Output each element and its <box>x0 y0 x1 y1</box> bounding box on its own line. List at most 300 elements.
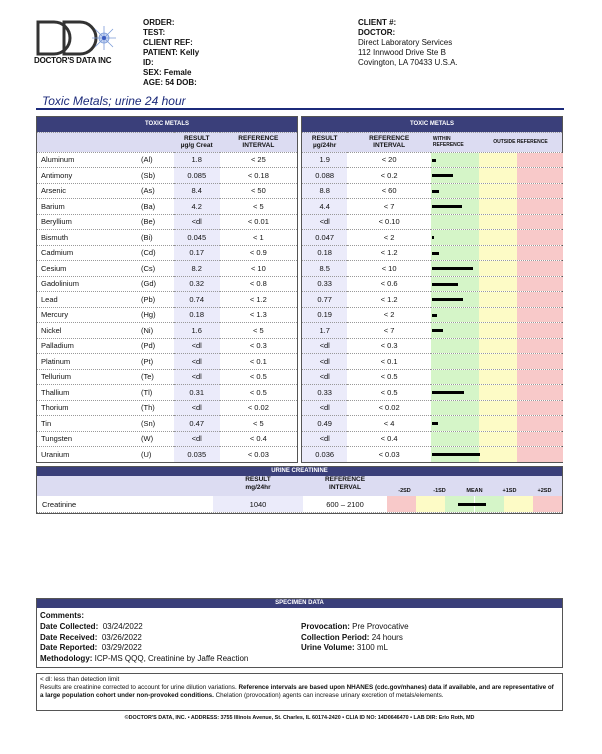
lab-address-2: Covington, LA 70433 U.S.A. <box>358 58 458 67</box>
within-text: WITHIN <box>432 136 451 142</box>
outside-zone <box>517 168 563 183</box>
metal-name: Gadolinium <box>41 279 79 289</box>
metal-row-24hr <box>302 416 563 432</box>
metal-name: Arsenic <box>41 186 67 196</box>
sd-label: MEAN <box>466 487 483 494</box>
sd-label: +1SD <box>502 487 517 494</box>
metal-symbol: (Ni) <box>141 325 154 335</box>
result-header-text: RESULT <box>245 476 271 483</box>
metal-row-creat <box>37 338 298 354</box>
date-collected-label: Date Collected: <box>40 622 99 631</box>
metal-reference-creat: < 0.18 <box>220 168 298 184</box>
metal-name-cell <box>37 354 174 370</box>
metal-name-cell <box>37 168 174 184</box>
sd-label: -1SD <box>433 487 446 494</box>
sd-label: -2SD <box>398 487 411 494</box>
reference-header-right <box>347 132 431 152</box>
detection-limit-note: < dl: less than detection limit <box>40 676 120 683</box>
interval-header-text: INTERVAL <box>329 483 361 491</box>
order-label: ORDER: <box>143 18 175 27</box>
caution-zone <box>479 199 517 214</box>
metal-name-cell <box>37 369 174 385</box>
sd-scale-header <box>387 476 562 496</box>
outside-zone <box>517 215 563 230</box>
id-label: ID: <box>143 58 154 67</box>
metal-reference-creat: < 1 <box>220 230 298 246</box>
result-bar <box>432 236 434 239</box>
caution-zone <box>479 401 517 416</box>
metal-result-24hr: 0.18 <box>302 245 348 261</box>
sd-zone <box>533 496 562 512</box>
caution-zone <box>479 261 517 276</box>
metal-result-24hr: 0.19 <box>302 307 348 323</box>
creatinine-name: Creatinine <box>42 500 77 509</box>
metal-reference-24hr: < 4 <box>347 416 431 432</box>
metal-name: Thallium <box>41 387 70 397</box>
metal-row-24hr <box>302 400 563 416</box>
metal-row-24hr <box>302 354 563 370</box>
metal-name: Aluminum <box>41 155 75 165</box>
sd-zone <box>387 496 416 512</box>
metal-name-cell <box>37 276 174 292</box>
metal-reference-creat: < 0.01 <box>220 214 298 230</box>
outside-zone <box>517 323 563 338</box>
notes-text <box>40 684 559 700</box>
metal-range-graph <box>431 354 563 370</box>
metal-row-24hr <box>302 152 563 168</box>
metal-row-creat <box>37 323 298 339</box>
within-zone <box>431 416 479 431</box>
metal-range-graph <box>431 385 563 401</box>
result-header-right <box>302 132 348 152</box>
metal-name: Tellurium <box>41 372 72 382</box>
creatinine-sd-graph <box>387 496 562 512</box>
metal-name: Barium <box>41 201 65 211</box>
metal-result-24hr: 0.036 <box>302 447 348 463</box>
result-unit-text: mg/24hr <box>245 483 271 491</box>
metal-reference-24hr: < 60 <box>347 183 431 199</box>
metal-symbol: (Sn) <box>141 418 156 428</box>
metal-symbol: (Ba) <box>141 201 156 211</box>
metal-reference-24hr: < 0.2 <box>347 168 431 184</box>
metal-row-24hr <box>302 245 563 261</box>
metal-row-creat <box>37 354 298 370</box>
metal-range-graph <box>431 323 563 339</box>
caution-zone <box>479 339 517 354</box>
within-zone <box>431 153 479 168</box>
metal-symbol: (Hg) <box>141 310 156 320</box>
date-collected-value: 03/24/2022 <box>102 622 143 631</box>
metal-symbol: (W) <box>141 434 154 444</box>
result-bar <box>432 422 438 425</box>
client-number-label: CLIENT #: <box>358 18 397 27</box>
footer: ©DOCTOR'S DATA, INC. • ADDRESS: 3755 Illinois Avenue, St. Charles, IL 60174-2420 • CLIA ID NO: 14D0646470 • LAB DIR: Erlo Roth, MD <box>124 715 475 721</box>
metal-result-creat: 0.035 <box>174 447 220 463</box>
metal-result-creat: <dl <box>174 369 220 385</box>
caution-zone <box>479 323 517 338</box>
metal-reference-creat: < 0.9 <box>220 245 298 261</box>
metal-reference-24hr: < 0.6 <box>347 276 431 292</box>
metal-name: Lead <box>41 294 58 304</box>
client-info <box>358 18 458 68</box>
creatinine-result-bar <box>458 503 486 506</box>
metal-reference-24hr: < 10 <box>347 261 431 277</box>
metal-result-24hr: 1.7 <box>302 323 348 339</box>
metal-row-creat <box>37 261 298 277</box>
metal-reference-24hr: < 1.2 <box>347 245 431 261</box>
metal-range-graph <box>431 261 563 277</box>
metal-symbol: (Bi) <box>141 232 153 242</box>
metal-name-cell <box>37 245 174 261</box>
caution-zone <box>479 308 517 323</box>
date-reported-value: 03/29/2022 <box>101 643 142 652</box>
metal-row-creat <box>37 400 298 416</box>
metal-row-creat <box>37 385 298 401</box>
metal-row-24hr <box>302 385 563 401</box>
caution-zone <box>479 354 517 369</box>
outside-zone <box>517 401 563 416</box>
metal-result-creat: 0.47 <box>174 416 220 432</box>
metal-name: Beryllium <box>41 217 72 227</box>
within-zone <box>431 354 479 369</box>
sd-label: +2SD <box>537 487 552 494</box>
notes-text-2: Reference intervals are based upon NHANES (cdc.gov/nhanes) data if available, and are representative of a large population cohort under non-provoked conditions. <box>40 684 554 699</box>
collection-period-value: 24 hours <box>371 632 403 642</box>
metal-name-cell <box>37 338 174 354</box>
outside-zone <box>517 447 563 462</box>
metal-range-graph <box>431 416 563 432</box>
metal-row-creat <box>37 369 298 385</box>
range-header <box>431 132 563 152</box>
caution-zone <box>479 230 517 245</box>
result-header-left <box>174 132 220 152</box>
client-ref-label: CLIENT REF: <box>143 38 193 47</box>
result-bar <box>432 174 453 177</box>
caution-zone <box>479 153 517 168</box>
sd-zone <box>416 496 445 512</box>
metal-reference-creat: < 0.8 <box>220 276 298 292</box>
section-title: Toxic Metals; urine 24 hour <box>42 94 186 108</box>
metal-symbol: (U) <box>141 449 152 459</box>
metal-name: Nickel <box>41 325 62 335</box>
metal-range-graph <box>431 307 563 323</box>
outside-zone <box>517 370 563 385</box>
metal-name-cell <box>37 323 174 339</box>
metal-reference-24hr: < 7 <box>347 199 431 215</box>
metal-reference-24hr: < 7 <box>347 323 431 339</box>
result-bar <box>432 283 458 286</box>
outside-zone <box>517 385 563 400</box>
metal-result-creat: <dl <box>174 431 220 447</box>
metal-row-24hr <box>302 447 563 463</box>
collection-block <box>301 622 409 654</box>
sd-zone <box>504 496 533 512</box>
metal-result-creat: 0.74 <box>174 292 220 308</box>
metal-result-creat: <dl <box>174 338 220 354</box>
metal-range-graph <box>431 292 563 308</box>
logo-text: DOCTOR'S DATA INC <box>34 56 112 65</box>
metal-result-24hr: 0.088 <box>302 168 348 184</box>
metal-reference-24hr: < 0.10 <box>347 214 431 230</box>
creatinine-result: 1040 <box>213 496 303 512</box>
within-zone <box>431 230 479 245</box>
metal-name-cell <box>37 385 174 401</box>
reference-header-text: REFERENCE <box>369 134 410 142</box>
methodology-value: ICP-MS QQQ, Creatinine by Jaffe Reaction <box>94 653 249 663</box>
metal-result-creat: 1.6 <box>174 323 220 339</box>
creatinine-reference: 600 – 2100 <box>326 500 364 509</box>
metal-row-creat <box>37 152 298 168</box>
metal-row-24hr <box>302 230 563 246</box>
metal-result-creat: <dl <box>174 354 220 370</box>
test-label: TEST: <box>143 28 166 37</box>
metal-reference-24hr: < 0.3 <box>347 338 431 354</box>
metal-name-cell <box>37 307 174 323</box>
toxic-metals-creat-table <box>36 116 298 463</box>
metal-range-graph <box>431 447 563 463</box>
metal-row-creat <box>37 183 298 199</box>
sex-label: SEX: Female <box>143 68 192 77</box>
metal-row-24hr <box>302 338 563 354</box>
lab-address-1: 112 Innwood Drive Ste B <box>358 48 446 57</box>
outside-zone <box>517 230 563 245</box>
caution-zone <box>479 168 517 183</box>
metal-result-24hr: <dl <box>302 354 348 370</box>
notes-text-1: Results are creatinine corrected to account for urine dilution variations. <box>40 684 237 691</box>
doctors-data-logo <box>34 16 126 68</box>
metal-result-creat: 0.17 <box>174 245 220 261</box>
metal-result-creat: <dl <box>174 214 220 230</box>
metal-range-graph <box>431 152 563 168</box>
caution-zone <box>479 277 517 292</box>
metal-range-graph <box>431 183 563 199</box>
metal-result-creat: 0.32 <box>174 276 220 292</box>
metal-name: Bismuth <box>41 232 69 242</box>
metal-symbol: (Cd) <box>141 248 156 258</box>
within-zone <box>431 370 479 385</box>
metal-reference-creat: < 10 <box>220 261 298 277</box>
metal-range-graph <box>431 168 563 184</box>
caution-zone <box>479 370 517 385</box>
within-zone <box>431 401 479 416</box>
metal-result-24hr: 0.33 <box>302 385 348 401</box>
metal-name: Cesium <box>41 263 67 273</box>
within-zone <box>431 308 479 323</box>
metal-name-cell <box>37 183 174 199</box>
metal-reference-24hr: < 2 <box>347 307 431 323</box>
metal-reference-24hr: < 0.1 <box>347 354 431 370</box>
metal-reference-24hr: < 0.03 <box>347 447 431 463</box>
metal-reference-creat: < 0.3 <box>220 338 298 354</box>
metal-range-graph <box>431 338 563 354</box>
caution-zone <box>479 246 517 261</box>
date-received-row <box>40 633 248 644</box>
toxic-metals-24hr-table <box>301 116 563 463</box>
methodology-label: Methodology: <box>40 653 93 663</box>
metal-name: Cadmium <box>41 248 74 258</box>
metal-result-24hr: 0.047 <box>302 230 348 246</box>
metal-range-graph <box>431 369 563 385</box>
metal-reference-creat: < 5 <box>220 323 298 339</box>
metal-name-cell <box>37 152 174 168</box>
specimen-band: SPECIMEN DATA <box>37 599 562 608</box>
metal-symbol: (Gd) <box>141 279 156 289</box>
result-bar <box>432 159 436 162</box>
within-zone <box>431 339 479 354</box>
provocation-label: Provocation: <box>301 622 350 631</box>
metal-name: Palladium <box>41 341 74 351</box>
metal-name: Tungsten <box>41 434 72 444</box>
metal-reference-creat: < 1.3 <box>220 307 298 323</box>
metal-name-cell <box>37 230 174 246</box>
metal-range-graph <box>431 245 563 261</box>
caution-zone <box>479 292 517 307</box>
metal-row-creat <box>37 230 298 246</box>
metal-name-cell <box>37 431 174 447</box>
metal-name: Thorium <box>41 403 69 413</box>
result-bar <box>432 391 464 394</box>
metal-result-24hr: <dl <box>302 214 348 230</box>
metal-result-24hr: <dl <box>302 431 348 447</box>
metal-reference-24hr: < 2 <box>347 230 431 246</box>
metal-row-creat <box>37 168 298 184</box>
metal-result-creat: 4.2 <box>174 199 220 215</box>
metal-row-24hr <box>302 214 563 230</box>
order-info <box>143 18 199 88</box>
result-bar <box>432 314 437 317</box>
metal-row-creat <box>37 307 298 323</box>
metal-name: Uranium <box>41 449 70 459</box>
metal-name: Mercury <box>41 310 69 320</box>
metal-reference-creat: < 0.02 <box>220 400 298 416</box>
result-unit-text: µg/24hr <box>313 142 337 149</box>
notes-panel <box>36 673 563 711</box>
blank-header <box>37 132 174 152</box>
metal-reference-creat: < 0.03 <box>220 447 298 463</box>
interval-header-text: INTERVAL <box>373 142 406 149</box>
metal-result-24hr: 8.8 <box>302 183 348 199</box>
metal-range-graph <box>431 214 563 230</box>
metal-result-24hr: 0.49 <box>302 416 348 432</box>
metal-reference-24hr: < 20 <box>347 152 431 168</box>
metal-row-creat <box>37 416 298 432</box>
result-header-text: RESULT <box>311 134 338 142</box>
metal-row-creat <box>37 292 298 308</box>
metal-result-creat: 8.4 <box>174 183 220 199</box>
caution-zone <box>479 385 517 400</box>
metal-row-creat <box>37 245 298 261</box>
metal-symbol: (Cs) <box>141 263 156 273</box>
metal-symbol: (Th) <box>141 403 155 413</box>
metal-result-creat: 8.2 <box>174 261 220 277</box>
metal-reference-24hr: < 0.4 <box>347 431 431 447</box>
metal-result-creat: 0.31 <box>174 385 220 401</box>
result-bar <box>432 252 439 255</box>
interval-header-text: INTERVAL <box>242 142 275 149</box>
metal-row-creat <box>37 431 298 447</box>
caution-zone <box>479 432 517 447</box>
metal-symbol: (Al) <box>141 155 153 165</box>
outside-header: OUTSIDE REFERENCE <box>493 139 548 145</box>
metal-symbol: (As) <box>141 186 155 196</box>
reference-header-text: REFERENCE <box>324 476 366 483</box>
collection-period-row <box>301 633 409 644</box>
metal-result-24hr: 4.4 <box>302 199 348 215</box>
metal-range-graph <box>431 199 563 215</box>
specimen-panel <box>36 598 563 668</box>
metal-reference-creat: < 25 <box>220 152 298 168</box>
within-zone <box>431 215 479 230</box>
urine-volume-row <box>301 643 409 654</box>
result-header-text: RESULT <box>183 134 210 142</box>
toxic-metals-band-right: TOXIC METALS <box>302 117 563 133</box>
metal-name-cell <box>37 400 174 416</box>
provocation-row <box>301 622 409 633</box>
reference-header-text: REFERENCE <box>238 134 279 142</box>
lab-name: Direct Laboratory Services <box>358 38 453 47</box>
outside-zone <box>517 308 563 323</box>
metal-symbol: (Sb) <box>141 170 156 180</box>
metal-reference-creat: < 1.2 <box>220 292 298 308</box>
metal-name-cell <box>37 416 174 432</box>
patient-label: PATIENT: Kelly <box>143 48 200 57</box>
caution-zone <box>479 416 517 431</box>
metal-name-cell <box>37 261 174 277</box>
metal-reference-creat: < 5 <box>220 199 298 215</box>
result-unit-text: µg/g Creat <box>180 142 213 149</box>
reference-header-left <box>220 132 298 152</box>
metal-result-creat: 0.085 <box>174 168 220 184</box>
result-bar <box>432 453 480 456</box>
metal-range-graph <box>431 400 563 416</box>
result-bar <box>432 205 462 208</box>
metal-symbol: (Pb) <box>141 294 156 304</box>
metal-symbol: (Tl) <box>141 387 153 397</box>
metal-row-creat <box>37 447 298 463</box>
caution-zone <box>479 215 517 230</box>
metal-result-24hr: 1.9 <box>302 152 348 168</box>
within-reference-text: REFERENCE <box>432 142 464 148</box>
outside-zone <box>517 153 563 168</box>
metal-name-cell <box>37 214 174 230</box>
metal-result-creat: <dl <box>174 400 220 416</box>
creatinine-result-header <box>213 476 303 496</box>
metal-row-creat <box>37 214 298 230</box>
metal-row-24hr <box>302 307 563 323</box>
outside-zone <box>517 277 563 292</box>
metal-name: Antimony <box>41 170 73 180</box>
outside-zone <box>517 432 563 447</box>
metal-reference-creat: < 50 <box>220 183 298 199</box>
metal-row-24hr <box>302 323 563 339</box>
caution-zone <box>479 184 517 199</box>
metal-reference-24hr: < 0.02 <box>347 400 431 416</box>
metal-row-24hr <box>302 431 563 447</box>
metal-row-creat <box>37 276 298 292</box>
metal-reference-24hr: < 1.2 <box>347 292 431 308</box>
metal-row-24hr <box>302 183 563 199</box>
doctor-label: DOCTOR: <box>358 28 396 37</box>
provocation-value: Pre Provocative <box>352 622 409 631</box>
metal-row-24hr <box>302 261 563 277</box>
metal-name-cell <box>37 292 174 308</box>
outside-zone <box>517 184 563 199</box>
metal-symbol: (Pd) <box>141 341 156 351</box>
age-label: AGE: 54 DOB: <box>143 78 197 87</box>
outside-zone <box>517 339 563 354</box>
metal-row-24hr <box>302 292 563 308</box>
metal-symbol: (Pt) <box>141 356 154 366</box>
